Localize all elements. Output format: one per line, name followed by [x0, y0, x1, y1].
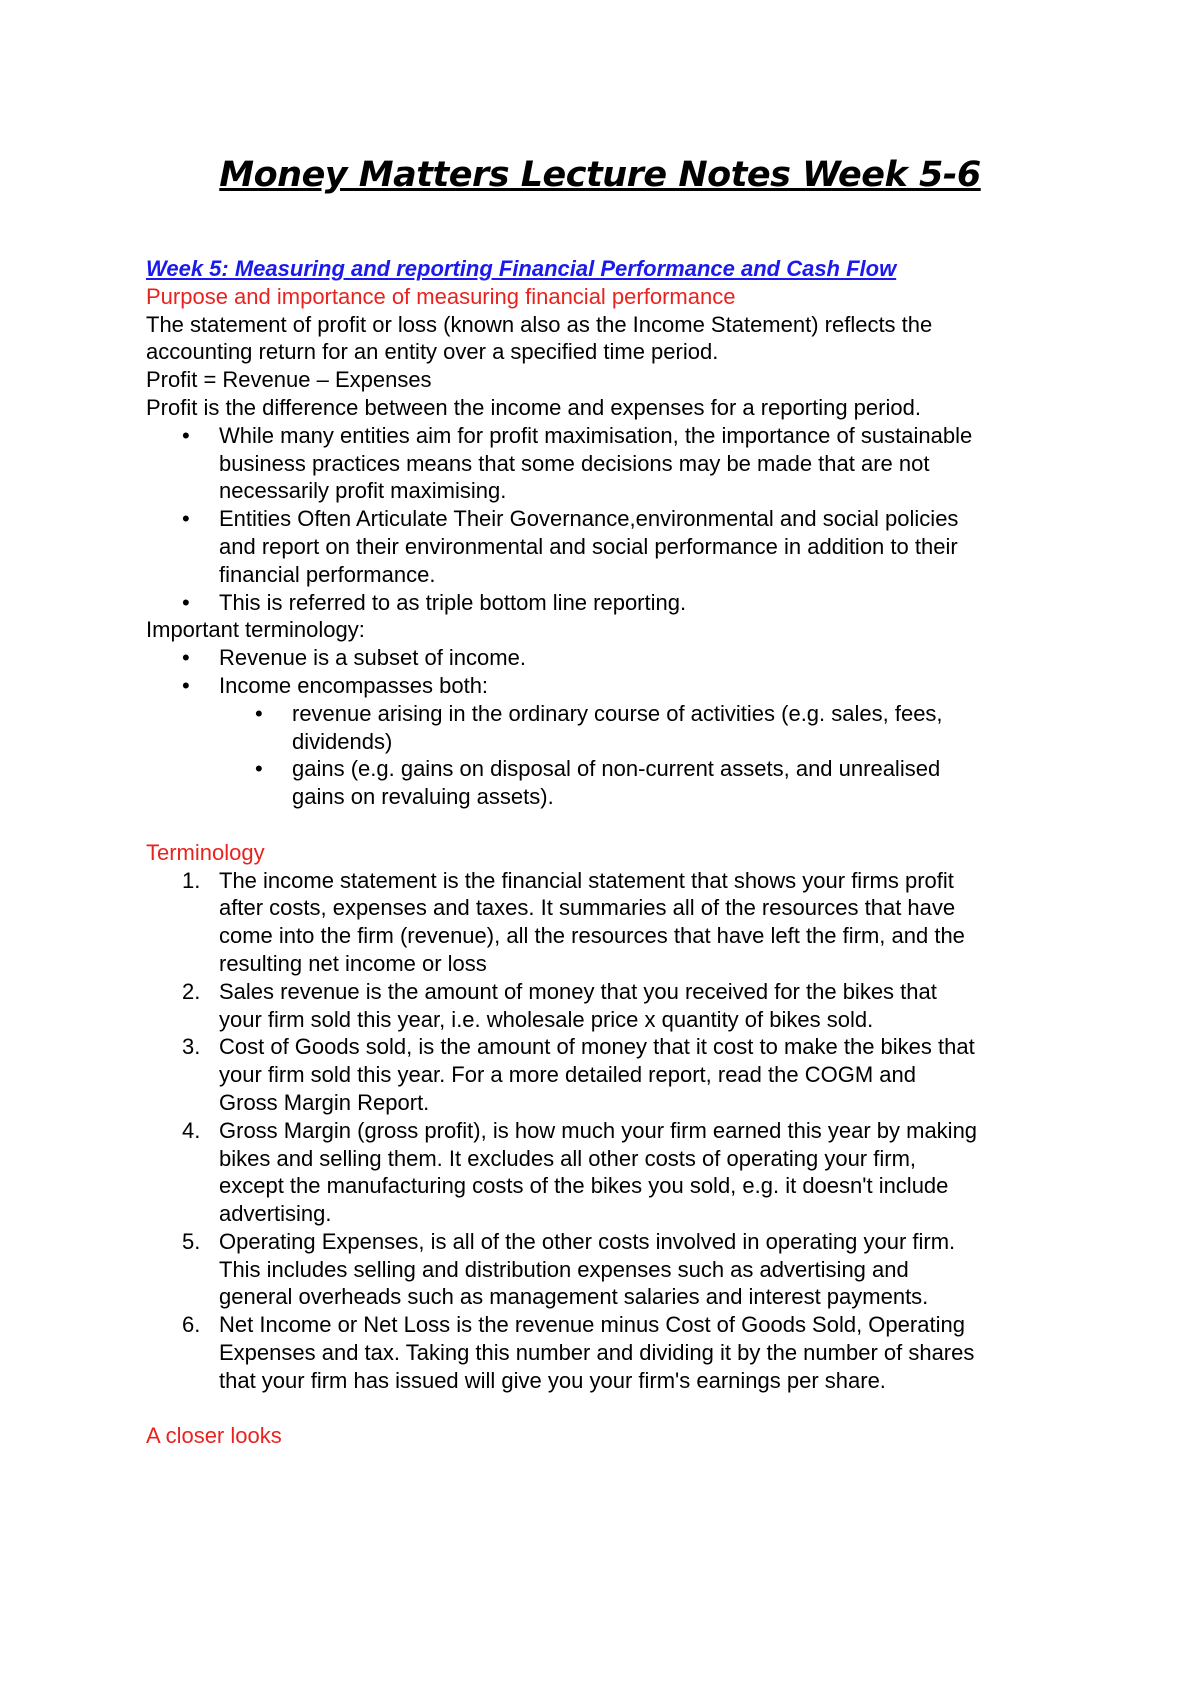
- list-item-line: except the manufacturing costs of the bikes you sold, e.g. it doesn't include: [219, 1173, 949, 1199]
- bullet-icon: •: [182, 672, 190, 698]
- list-item-line: advertising.: [219, 1201, 332, 1227]
- section-heading-purpose: Purpose and importance of measuring financial performance: [146, 283, 736, 309]
- numbered-item: [146, 978, 1076, 1034]
- item-number: 5.: [182, 1228, 201, 1254]
- list-item-line: This is referred to as triple bottom line reporting.: [219, 589, 687, 615]
- list-item-line: Gross Margin Report.: [219, 1089, 430, 1115]
- numbered-item: [146, 1117, 1076, 1228]
- list-item-line: that your firm has issued will give you your firm's earnings per share.: [219, 1367, 886, 1393]
- numbered-item: [146, 867, 1076, 978]
- bullet-icon: •: [182, 589, 190, 615]
- bullet-icon: •: [255, 700, 263, 726]
- terminology-intro: Important terminology:: [146, 617, 365, 643]
- list-item-line: bikes and selling them. It excludes all other costs of operating your firm,: [219, 1145, 917, 1171]
- bullet-icon: •: [255, 756, 263, 782]
- list-item-line: Net Income or Net Loss is the revenue minus Cost of Goods Sold, Operating: [219, 1312, 965, 1338]
- list-item-line: Expenses and tax. Taking this number and dividing it by the number of shares: [219, 1340, 975, 1366]
- paragraph-line: The statement of profit or loss (known also as the Income Statement) reflects the: [146, 311, 933, 337]
- list-item-line: Sales revenue is the amount of money that you received for the bikes that: [219, 978, 937, 1004]
- list-item-line: resulting net income or loss: [219, 950, 487, 976]
- list-item-line: The income statement is the financial statement that shows your firms profit: [219, 867, 954, 893]
- item-number: 6.: [182, 1312, 201, 1338]
- list-item-line: revenue arising in the ordinary course of activities (e.g. sales, fees,: [292, 700, 943, 726]
- list-item: [146, 755, 1076, 811]
- list-item-line: come into the firm (revenue), all the resources that have left the firm, and the: [219, 923, 965, 949]
- list-item-line: and report on their environmental and social performance in addition to their: [219, 533, 958, 559]
- list-item-line: Operating Expenses, is all of the other costs involved in operating your firm.: [219, 1228, 956, 1254]
- list-item-line: your firm sold this year. For a more detailed report, read the COGM and: [219, 1062, 916, 1088]
- profit-formula: Profit = Revenue – Expenses: [146, 367, 432, 393]
- list-item: [146, 672, 1076, 700]
- list-item-line: gains on revaluing assets).: [292, 784, 554, 810]
- list-item-line: Gross Margin (gross profit), is how much your firm earned this year by making: [219, 1117, 978, 1143]
- list-item-line: Cost of Goods sold, is the amount of money that it cost to make the bikes that: [219, 1034, 975, 1060]
- bullet-icon: •: [182, 645, 190, 671]
- paragraph-line: accounting return for an entity over a specified time period.: [146, 339, 719, 365]
- bullet-icon: •: [182, 506, 190, 532]
- numbered-item: [146, 1033, 1076, 1116]
- week5-heading: Week 5: Measuring and reporting Financial Performance and Cash Flow: [146, 256, 897, 281]
- list-item: [146, 644, 1076, 672]
- list-item-line: business practices means that some decisions may be made that are not: [219, 450, 930, 476]
- document-title: Money Matters Lecture Notes Week 5-6: [219, 155, 981, 195]
- list-item: [146, 700, 1076, 756]
- list-item-line: dividends): [292, 728, 393, 754]
- numbered-item: [146, 1311, 1076, 1394]
- list-item-line: after costs, expenses and taxes. It summaries all of the resources that have: [219, 895, 956, 921]
- list-item-line: general overheads such as management salaries and interest payments.: [219, 1284, 929, 1310]
- list-item: [146, 505, 1076, 588]
- profit-bullet-list: [146, 422, 1076, 617]
- bullet-icon: •: [182, 422, 190, 448]
- numbered-item: [146, 1228, 1076, 1311]
- list-item-line: gains (e.g. gains on disposal of non-current assets, and unrealised: [292, 756, 941, 782]
- list-item-line: financial performance.: [219, 561, 436, 587]
- document-body: [146, 255, 1076, 1450]
- income-sub-bullet-list: [146, 700, 1076, 811]
- section-heading-terminology: Terminology: [146, 839, 265, 865]
- terminology-numbered-list: [146, 867, 1076, 1395]
- item-number: 1.: [182, 867, 201, 893]
- item-number: 4.: [182, 1117, 201, 1143]
- list-item-line: necessarily profit maximising.: [219, 478, 507, 504]
- list-item-line: This includes selling and distribution expenses such as advertising and: [219, 1256, 909, 1282]
- list-item: [146, 589, 1076, 617]
- list-item-line: Income encompasses both:: [219, 672, 489, 698]
- spacer: [146, 1395, 1076, 1423]
- paragraph-line: Profit is the difference between the income and expenses for a reporting period.: [146, 394, 921, 420]
- list-item-line: Revenue is a subset of income.: [219, 645, 526, 671]
- terminology-bullet-list: [146, 644, 1076, 700]
- spacer: [146, 811, 1076, 839]
- item-number: 3.: [182, 1034, 201, 1060]
- list-item-line: Entities Often Articulate Their Governance,environmental and social policies: [219, 506, 959, 532]
- list-item-line: your firm sold this year, i.e. wholesale price x quantity of bikes sold.: [219, 1006, 874, 1032]
- item-number: 2.: [182, 978, 201, 1004]
- section-heading-closer-looks: A closer looks: [146, 1423, 282, 1449]
- list-item: [146, 422, 1076, 505]
- list-item-line: While many entities aim for profit maximisation, the importance of sustainable: [219, 422, 973, 448]
